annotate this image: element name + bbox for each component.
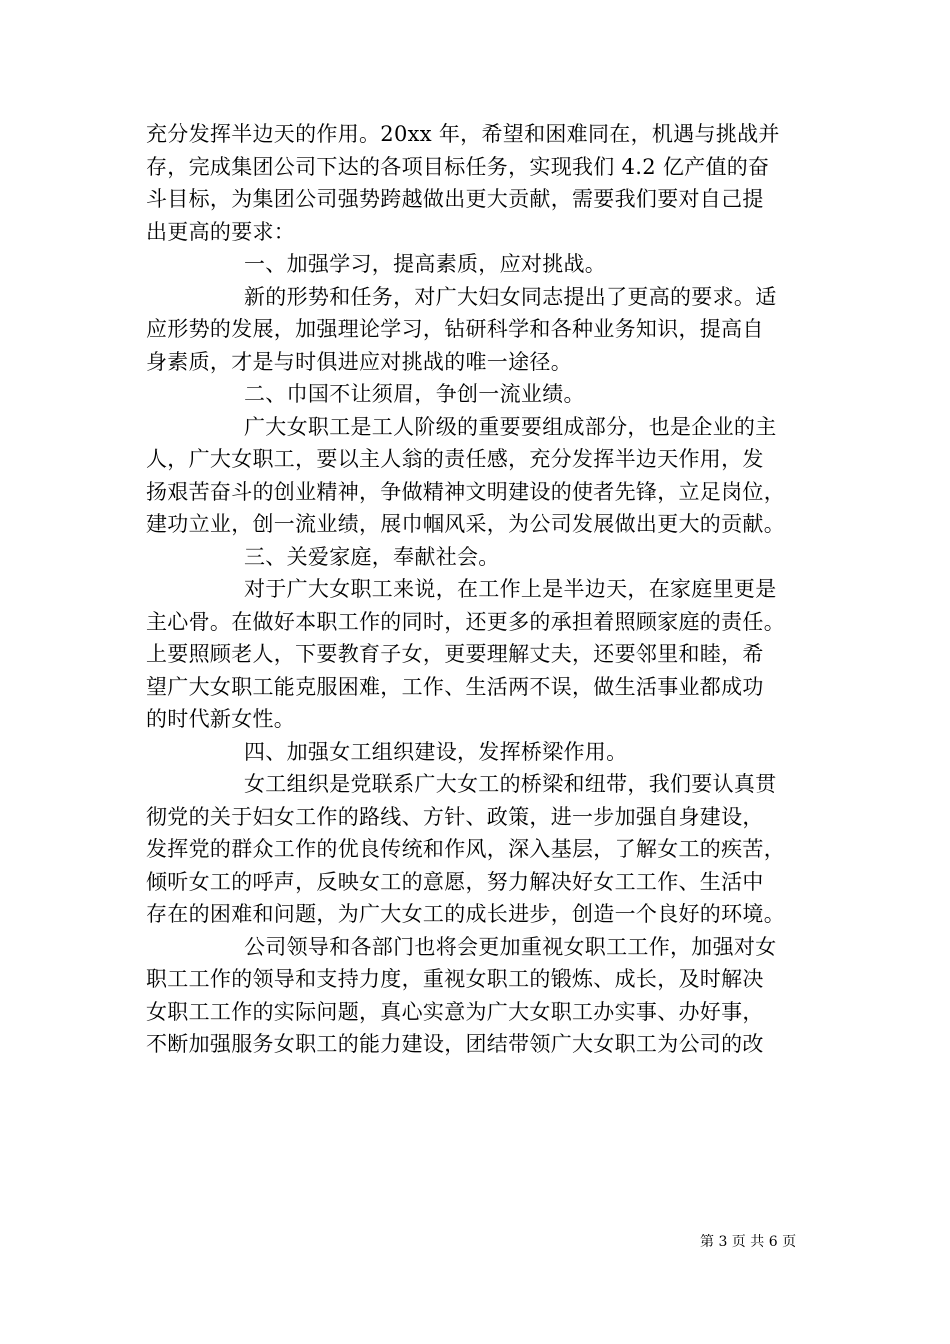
section-heading: 一、加强学习，提高素质，应对挑战。 — [244, 252, 607, 276]
text-line: 身素质，才是与时俱进应对挑战的唯一途径。 — [146, 349, 572, 374]
text-line: 存，完成集团公司下达的各项目标任务，实现我们 4.2 亿产值的奋 — [146, 154, 770, 179]
text-line: 彻党的关于妇女工作的路线、方针、政策，进一步加强自身建设， — [146, 804, 764, 829]
text-line: 广大女职工是工人阶级的重要要组成部分，也是企业的主 — [244, 414, 777, 439]
text-line: 发挥党的群众工作的优良传统和作风，深入基层，了解女工的疾苦， — [146, 837, 785, 861]
document-body — [146, 118, 814, 1061]
text-line: 扬艰苦奋斗的创业精神，争做精神文明建设的使者先锋，立足岗位， — [146, 479, 785, 504]
text-line: 的时代新女性。 — [146, 707, 296, 731]
text-line: 建功立业，创一流业绩，展巾帼风采，为公司发展做出更大的贡献。 — [146, 512, 785, 536]
text-line: 对于广大女职工来说，在工作上是半边天，在家庭里更是 — [244, 577, 777, 601]
text-line: 不断加强服务女职工的能力建设，团结带领广大女职工为公司的改 — [146, 1032, 764, 1056]
text-line: 充分发挥半边天的作用。20xx 年，希望和困难同在，机遇与挑战并 — [146, 122, 780, 146]
text-line: 职工工作的领导和支持力度，重视女职工的锻炼、成长，及时解决 — [146, 967, 764, 991]
text-line: 倾听女工的呼声，反映女工的意愿，努力解决好女工工作、生活中 — [146, 869, 764, 894]
page-number-footer: 第 3 页 共 6 页 — [700, 1234, 797, 1250]
text-line: 人，广大女职工，要以主人翁的责任感，充分发挥半边天作用，发 — [146, 447, 764, 471]
text-line: 新的形势和任务，对广大妇女同志提出了更高的要求。适 — [244, 284, 777, 309]
text-line: 主心骨。在做好本职工作的同时，还更多的承担着照顾家庭的责任。 — [146, 609, 785, 634]
text-line: 出更高的要求： — [146, 219, 296, 244]
text-line: 斗目标，为集团公司强势跨越做出更大贡献，需要我们要对自己提 — [146, 187, 764, 211]
text-line: 女工组织是党联系广大女工的桥梁和纽带，我们要认真贯 — [244, 772, 777, 796]
text-line: 上要照顾老人，下要教育子女，更要理解丈夫，还要邻里和睦，希 — [146, 642, 764, 666]
text-line: 存在的困难和问题，为广大女工的成长进步，创造一个良好的环境。 — [146, 902, 785, 926]
text-line: 女职工工作的实际问题，真心实意为广大女职工办实事、办好事， — [146, 999, 764, 1024]
text-line: 应形势的发展，加强理论学习，钻研科学和各种业务知识，提高自 — [146, 317, 764, 341]
section-heading: 四、加强女工组织建设，发挥桥梁作用。 — [244, 739, 628, 764]
text-line: 望广大女职工能克服困难，工作、生活两不误，做生活事业都成功 — [146, 674, 764, 699]
section-heading: 三、关爱家庭，奉献社会。 — [244, 544, 500, 569]
text-line: 公司领导和各部门也将会更加重视女职工工作，加强对女 — [244, 934, 777, 959]
section-heading: 二、巾国不让须眉，争创一流业绩。 — [244, 382, 585, 406]
